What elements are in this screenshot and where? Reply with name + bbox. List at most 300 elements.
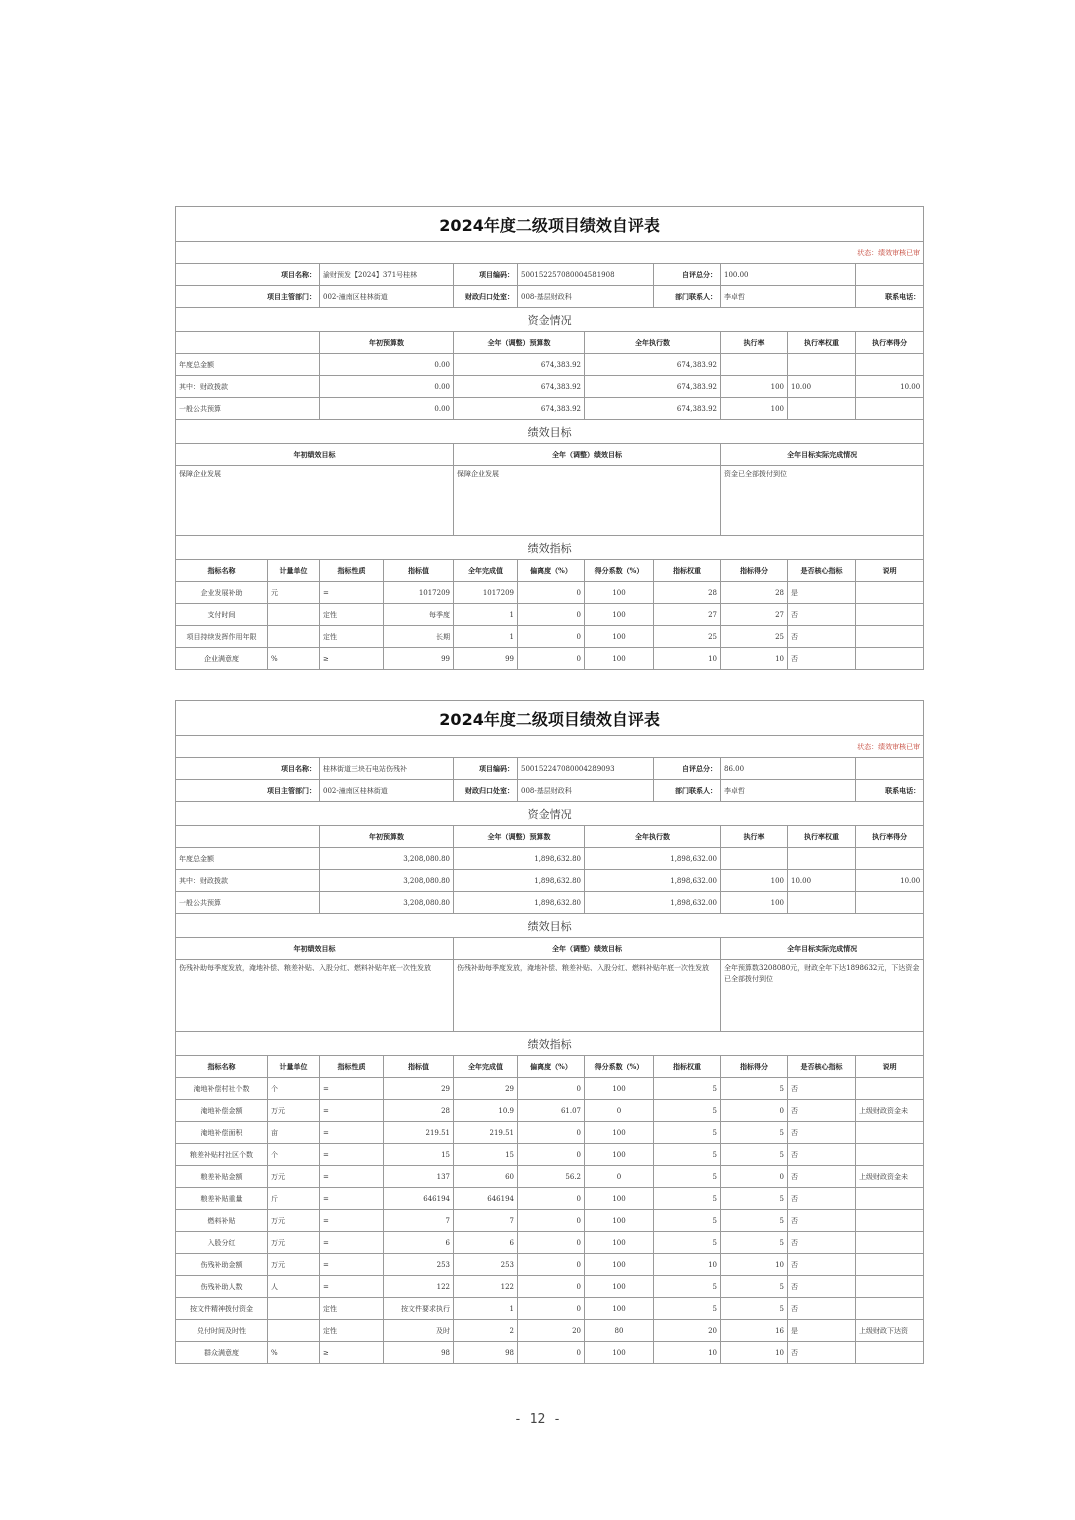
indicator-row — [176, 1122, 924, 1144]
indicator-score: 10 — [721, 1342, 788, 1364]
indicator-row — [176, 1188, 924, 1210]
indicator-nature: = — [320, 1100, 384, 1122]
indicator-weight: 28 — [654, 582, 721, 604]
indicator-coef: 100 — [585, 1254, 654, 1276]
indicator-weight: 27 — [654, 604, 721, 626]
indicator-weight: 10 — [654, 1254, 721, 1276]
funds-row-executed: 1,898,632.00 — [585, 892, 721, 914]
page-number: - 12 - — [514, 1412, 561, 1427]
funds-row-name: 一般公共预算 — [176, 398, 320, 420]
indicator-row — [176, 1254, 924, 1276]
dept-value: 002-潼南区桂林街道 — [320, 286, 454, 308]
indicators-section-title: 绩效指标 — [176, 536, 924, 560]
funds-row-adjusted: 1,898,632.80 — [454, 870, 585, 892]
indicator-score: 5 — [721, 1276, 788, 1298]
project-name-value: 渝财预发【2024】371号桂林 — [320, 264, 454, 286]
indicator-name: 项目持续发挥作用年限 — [176, 626, 268, 648]
indicator-weight: 5 — [654, 1232, 721, 1254]
indicator-target: 7 — [384, 1210, 454, 1232]
indicator-dev: 0 — [518, 604, 585, 626]
self-score-value: 100.00 — [721, 264, 856, 286]
evaluation-sheet-2 — [175, 700, 925, 1357]
indicator-name: 燃料补贴 — [176, 1210, 268, 1232]
indicator-name: 兑付时间及时性 — [176, 1320, 268, 1342]
funds-header-weight: 执行率权重 — [788, 826, 856, 848]
indicator-note — [856, 1276, 924, 1298]
indicator-nature: = — [320, 582, 384, 604]
indicator-coef: 0 — [585, 1100, 654, 1122]
indicator-row — [176, 1320, 924, 1342]
indicator-score: 10 — [721, 1254, 788, 1276]
indicator-core: 否 — [788, 1078, 856, 1100]
funds-row-score — [856, 354, 924, 376]
project-name-label: 项目名称： — [176, 758, 320, 780]
indicator-nature: = — [320, 1276, 384, 1298]
indicator-target: 646194 — [384, 1188, 454, 1210]
indicator-coef: 100 — [585, 648, 654, 670]
indicator-weight: 5 — [654, 1166, 721, 1188]
funds-row-adjusted: 674,383.92 — [454, 398, 585, 420]
indicator-header-cell: 偏离度（%） — [518, 1056, 585, 1078]
funds-row — [176, 848, 924, 870]
indicator-header-row — [176, 560, 924, 582]
funds-row-budget: 3,208,080.80 — [320, 848, 454, 870]
indicator-name: 淹地补偿金额 — [176, 1100, 268, 1122]
funds-row-weight — [788, 892, 856, 914]
indicator-score: 0 — [721, 1166, 788, 1188]
indicator-target: 28 — [384, 1100, 454, 1122]
indicator-target: 253 — [384, 1254, 454, 1276]
funds-row-score — [856, 848, 924, 870]
indicator-weight: 5 — [654, 1276, 721, 1298]
indicator-header-cell: 指标名称 — [176, 560, 268, 582]
funds-row — [176, 376, 924, 398]
finance-office-label: 财政归口处室： — [454, 780, 518, 802]
indicator-row — [176, 582, 924, 604]
indicator-score: 5 — [721, 1122, 788, 1144]
funds-row-budget: 3,208,080.80 — [320, 870, 454, 892]
indicator-weight: 5 — [654, 1122, 721, 1144]
indicator-nature: = — [320, 1210, 384, 1232]
indicator-coef: 100 — [585, 1232, 654, 1254]
goals-header-initial: 年初绩效目标 — [176, 444, 454, 466]
indicator-core: 否 — [788, 1122, 856, 1144]
funds-header-row — [176, 332, 924, 354]
goal-actual-text: 全年预算数3208080元，财政全年下达1898632元，下达资金已全部拨付到位 — [721, 960, 924, 1032]
indicator-actual: 1 — [454, 1298, 518, 1320]
indicator-coef: 100 — [585, 1276, 654, 1298]
funds-row — [176, 354, 924, 376]
contact-label: 部门联系人： — [654, 286, 721, 308]
funds-header-budget: 年初预算数 — [320, 826, 454, 848]
indicator-target: 及时 — [384, 1320, 454, 1342]
indicator-actual: 646194 — [454, 1188, 518, 1210]
indicator-score: 10 — [721, 648, 788, 670]
funds-row-rate: 100 — [721, 870, 788, 892]
indicator-unit: 万元 — [268, 1166, 320, 1188]
dept-label: 项目主管部门： — [176, 780, 320, 802]
indicator-row — [176, 1342, 924, 1364]
indicator-core: 是 — [788, 582, 856, 604]
indicator-core: 否 — [788, 1298, 856, 1320]
indicator-nature: = — [320, 1232, 384, 1254]
funds-row-name: 其中：财政拨款 — [176, 376, 320, 398]
indicator-core: 否 — [788, 648, 856, 670]
indicator-coef: 100 — [585, 1144, 654, 1166]
indicator-actual: 1 — [454, 626, 518, 648]
status-label: 状态： — [857, 248, 879, 257]
indicator-weight: 5 — [654, 1298, 721, 1320]
indicator-target: 98 — [384, 1342, 454, 1364]
funds-row-rate — [721, 354, 788, 376]
project-name-value: 桂林街道三块石电站伤残补 — [320, 758, 454, 780]
indicator-unit: 元 — [268, 582, 320, 604]
funds-row-name: 一般公共预算 — [176, 892, 320, 914]
goals-header-adjusted: 全年（调整）绩效目标 — [454, 444, 721, 466]
indicator-coef: 100 — [585, 1122, 654, 1144]
funds-header-score: 执行率得分 — [856, 826, 924, 848]
goal-adjusted-text: 保障企业发展 — [454, 466, 721, 536]
funds-row-weight: 10.00 — [788, 376, 856, 398]
status-label: 状态： — [857, 742, 879, 751]
indicator-nature: = — [320, 1144, 384, 1166]
indicator-header-cell: 全年完成值 — [454, 1056, 518, 1078]
funds-row-budget: 0.00 — [320, 398, 454, 420]
indicator-weight: 20 — [654, 1320, 721, 1342]
indicator-nature: 定性 — [320, 604, 384, 626]
status-line — [176, 242, 924, 264]
indicator-row — [176, 1166, 924, 1188]
funds-row-adjusted: 674,383.92 — [454, 376, 585, 398]
project-code-label: 项目编码： — [454, 758, 518, 780]
indicator-target: 按文件要求执行 — [384, 1298, 454, 1320]
indicator-row — [176, 604, 924, 626]
indicator-note: 上级财政资金未 — [856, 1100, 924, 1122]
indicator-name: 入股分红 — [176, 1232, 268, 1254]
indicator-name: 群众满意度 — [176, 1342, 268, 1364]
funds-row-weight — [788, 398, 856, 420]
indicator-target: 1017209 — [384, 582, 454, 604]
funds-header-executed: 全年执行数 — [585, 826, 721, 848]
indicator-target: 122 — [384, 1276, 454, 1298]
funds-row-executed: 1,898,632.00 — [585, 870, 721, 892]
funds-row — [176, 870, 924, 892]
indicator-row — [176, 1232, 924, 1254]
indicator-nature: = — [320, 1166, 384, 1188]
indicator-score: 5 — [721, 1298, 788, 1320]
finance-office-value: 008-基层财政科 — [518, 780, 654, 802]
indicator-name: 淹地补偿面积 — [176, 1122, 268, 1144]
contact-label: 部门联系人： — [654, 780, 721, 802]
indicator-header-cell: 指标权重 — [654, 560, 721, 582]
indicator-row — [176, 648, 924, 670]
indicator-unit: 亩 — [268, 1122, 320, 1144]
indicator-score: 28 — [721, 582, 788, 604]
goal-initial-text: 保障企业发展 — [176, 466, 454, 536]
indicator-actual: 1017209 — [454, 582, 518, 604]
indicator-header-cell: 指标得分 — [721, 560, 788, 582]
indicator-note — [856, 626, 924, 648]
indicator-unit: 万元 — [268, 1254, 320, 1276]
indicator-row — [176, 1210, 924, 1232]
indicator-nature: 定性 — [320, 626, 384, 648]
funds-header-blank — [176, 826, 320, 848]
indicator-note — [856, 1144, 924, 1166]
funds-header-score: 执行率得分 — [856, 332, 924, 354]
indicator-dev: 0 — [518, 1122, 585, 1144]
funds-row-weight: 10.00 — [788, 870, 856, 892]
indicator-score: 0 — [721, 1100, 788, 1122]
indicator-weight: 5 — [654, 1188, 721, 1210]
indicator-coef: 100 — [585, 1188, 654, 1210]
indicator-note: 上级财政资金未 — [856, 1166, 924, 1188]
goals-header-actual: 全年目标实际完成情况 — [721, 938, 924, 960]
dept-label: 项目主管部门： — [176, 286, 320, 308]
indicator-target: 每季度 — [384, 604, 454, 626]
funds-row-name: 其中：财政拨款 — [176, 870, 320, 892]
indicator-coef: 0 — [585, 1166, 654, 1188]
goal-adjusted-text: 伤残补助每季度发放，淹地补偿、粮差补贴、入股分红、燃料补贴年底一次性发放 — [454, 960, 721, 1032]
indicator-name: 企业满意度 — [176, 648, 268, 670]
indicator-row — [176, 1276, 924, 1298]
evaluation-sheet-1 — [175, 206, 925, 679]
indicator-name: 淹地补偿村社个数 — [176, 1078, 268, 1100]
indicator-dev: 0 — [518, 1254, 585, 1276]
funds-header-executed: 全年执行数 — [585, 332, 721, 354]
indicator-dev: 0 — [518, 1232, 585, 1254]
indicator-target: 219.51 — [384, 1122, 454, 1144]
indicator-nature: 定性 — [320, 1298, 384, 1320]
indicator-header-cell: 是否核心指标 — [788, 1056, 856, 1078]
self-score-value: 86.00 — [721, 758, 856, 780]
indicator-row — [176, 626, 924, 648]
indicator-dev: 0 — [518, 1078, 585, 1100]
indicator-header-cell: 得分系数（%） — [585, 1056, 654, 1078]
funds-row — [176, 892, 924, 914]
indicator-header-cell: 计量单位 — [268, 1056, 320, 1078]
indicator-name: 粮差补贴金额 — [176, 1166, 268, 1188]
status-value: 绩效审核已审 — [878, 248, 921, 257]
indicator-actual: 98 — [454, 1342, 518, 1364]
project-name-label: 项目名称： — [176, 264, 320, 286]
indicator-name: 企业发展补助 — [176, 582, 268, 604]
indicator-nature: = — [320, 1188, 384, 1210]
indicator-header-cell: 指标性质 — [320, 1056, 384, 1078]
indicator-note — [856, 1122, 924, 1144]
indicator-unit: 个 — [268, 1144, 320, 1166]
indicator-row — [176, 1298, 924, 1320]
indicators-section-title: 绩效指标 — [176, 1032, 924, 1056]
indicator-note — [856, 648, 924, 670]
funds-header-row — [176, 826, 924, 848]
indicator-weight: 5 — [654, 1144, 721, 1166]
self-score-label: 自评总分： — [654, 264, 721, 286]
indicator-target: 137 — [384, 1166, 454, 1188]
indicator-note — [856, 1210, 924, 1232]
funds-row-budget: 0.00 — [320, 354, 454, 376]
funds-row-rate — [721, 848, 788, 870]
indicator-unit: % — [268, 1342, 320, 1364]
indicator-actual: 1 — [454, 604, 518, 626]
indicator-nature: = — [320, 1122, 384, 1144]
indicator-header-cell: 指标权重 — [654, 1056, 721, 1078]
indicator-score: 25 — [721, 626, 788, 648]
indicator-unit — [268, 1298, 320, 1320]
indicator-header-cell: 全年完成值 — [454, 560, 518, 582]
funds-row-weight — [788, 354, 856, 376]
indicator-score: 5 — [721, 1210, 788, 1232]
indicator-score: 5 — [721, 1144, 788, 1166]
indicator-actual: 122 — [454, 1276, 518, 1298]
indicator-coef: 100 — [585, 1342, 654, 1364]
project-code-value: 500152257080004581908 — [518, 264, 654, 286]
funds-header-weight: 执行率权重 — [788, 332, 856, 354]
indicator-actual: 7 — [454, 1210, 518, 1232]
funds-section-title: 资金情况 — [176, 802, 924, 826]
indicator-nature: = — [320, 1078, 384, 1100]
indicator-unit — [268, 626, 320, 648]
indicator-name: 粮差补贴村社区个数 — [176, 1144, 268, 1166]
funds-section-title: 资金情况 — [176, 308, 924, 332]
indicator-coef: 100 — [585, 1078, 654, 1100]
indicator-unit — [268, 604, 320, 626]
indicator-header-cell: 说明 — [856, 560, 924, 582]
indicator-coef: 100 — [585, 582, 654, 604]
funds-row-score — [856, 892, 924, 914]
goals-header-adjusted: 全年（调整）绩效目标 — [454, 938, 721, 960]
indicator-header-cell: 是否核心指标 — [788, 560, 856, 582]
indicator-actual: 60 — [454, 1166, 518, 1188]
indicator-dev: 0 — [518, 1342, 585, 1364]
indicator-core: 否 — [788, 1210, 856, 1232]
indicator-coef: 100 — [585, 626, 654, 648]
indicator-unit: 万元 — [268, 1210, 320, 1232]
indicator-core: 是 — [788, 1320, 856, 1342]
goals-section-title: 绩效目标 — [176, 420, 924, 444]
indicator-dev: 0 — [518, 1276, 585, 1298]
funds-header-budget: 年初预算数 — [320, 332, 454, 354]
indicator-core: 否 — [788, 1232, 856, 1254]
funds-row-adjusted: 1,898,632.80 — [454, 848, 585, 870]
sheet-title: 2024年度二级项目绩效自评表 — [176, 701, 924, 736]
evaluation-table — [175, 206, 924, 670]
indicator-actual: 29 — [454, 1078, 518, 1100]
project-code-value: 500152247080004289093 — [518, 758, 654, 780]
indicator-dev: 56.2 — [518, 1166, 585, 1188]
goal-initial-text: 伤残补助每季度发放，淹地补偿、粮差补贴、入股分红、燃料补贴年底一次性发放 — [176, 960, 454, 1032]
indicator-dev: 0 — [518, 1298, 585, 1320]
indicator-core: 否 — [788, 1188, 856, 1210]
funds-row-adjusted: 1,898,632.80 — [454, 892, 585, 914]
indicator-target: 15 — [384, 1144, 454, 1166]
empty-cell — [856, 758, 924, 780]
indicator-header-cell: 指标性质 — [320, 560, 384, 582]
phone-label: 联系电话： — [856, 780, 924, 802]
indicator-nature: ≥ — [320, 1342, 384, 1364]
indicator-coef: 100 — [585, 1210, 654, 1232]
empty-cell — [856, 264, 924, 286]
indicator-core: 否 — [788, 1144, 856, 1166]
evaluation-table — [175, 700, 924, 1364]
finance-office-value: 008-基层财政科 — [518, 286, 654, 308]
indicator-name: 伤残补助人数 — [176, 1276, 268, 1298]
funds-row-rate: 100 — [721, 892, 788, 914]
indicator-nature: 定性 — [320, 1320, 384, 1342]
indicator-weight: 10 — [654, 1342, 721, 1364]
indicator-dev: 0 — [518, 582, 585, 604]
indicator-header-cell: 计量单位 — [268, 560, 320, 582]
funds-row-name: 年度总金额 — [176, 354, 320, 376]
goals-section-title: 绩效目标 — [176, 914, 924, 938]
funds-row-rate: 100 — [721, 376, 788, 398]
funds-row-budget: 3,208,080.80 — [320, 892, 454, 914]
self-score-label: 自评总分： — [654, 758, 721, 780]
indicator-note — [856, 1078, 924, 1100]
indicator-unit: 斤 — [268, 1188, 320, 1210]
indicator-name: 粮差补贴重量 — [176, 1188, 268, 1210]
funds-row-score: 10.00 — [856, 376, 924, 398]
indicator-note: 上级财政下达资 — [856, 1320, 924, 1342]
indicator-actual: 10.9 — [454, 1100, 518, 1122]
indicator-nature: = — [320, 1254, 384, 1276]
indicator-note — [856, 604, 924, 626]
funds-row-score: 10.00 — [856, 870, 924, 892]
indicator-actual: 15 — [454, 1144, 518, 1166]
funds-row-name: 年度总金额 — [176, 848, 320, 870]
indicator-dev: 20 — [518, 1320, 585, 1342]
indicator-note — [856, 582, 924, 604]
indicator-weight: 5 — [654, 1100, 721, 1122]
funds-row-score — [856, 398, 924, 420]
indicator-actual: 2 — [454, 1320, 518, 1342]
indicator-target: 29 — [384, 1078, 454, 1100]
indicator-header-cell: 得分系数（%） — [585, 560, 654, 582]
indicator-target: 长期 — [384, 626, 454, 648]
funds-row-executed: 674,383.92 — [585, 354, 721, 376]
funds-header-rate: 执行率 — [721, 826, 788, 848]
funds-header-adjusted: 全年（调整）预算数 — [454, 826, 585, 848]
goals-header-actual: 全年目标实际完成情况 — [721, 444, 924, 466]
funds-row — [176, 398, 924, 420]
indicator-header-cell: 说明 — [856, 1056, 924, 1078]
indicator-coef: 100 — [585, 1298, 654, 1320]
funds-header-blank — [176, 332, 320, 354]
indicator-dev: 0 — [518, 1144, 585, 1166]
sheet-title: 2024年度二级项目绩效自评表 — [176, 207, 924, 242]
indicator-weight: 5 — [654, 1210, 721, 1232]
funds-row-adjusted: 674,383.92 — [454, 354, 585, 376]
indicator-score: 5 — [721, 1232, 788, 1254]
indicator-score: 5 — [721, 1078, 788, 1100]
goal-actual-text: 资金已全部拨付到位 — [721, 466, 924, 536]
phone-label: 联系电话： — [856, 286, 924, 308]
indicator-weight: 25 — [654, 626, 721, 648]
indicator-target: 99 — [384, 648, 454, 670]
indicator-name: 支付时间 — [176, 604, 268, 626]
indicator-note — [856, 1298, 924, 1320]
indicator-unit: 万元 — [268, 1232, 320, 1254]
project-code-label: 项目编码： — [454, 264, 518, 286]
indicator-note — [856, 1232, 924, 1254]
status-value: 绩效审核已审 — [878, 742, 921, 751]
indicator-header-cell: 指标得分 — [721, 1056, 788, 1078]
funds-header-adjusted: 全年（调整）预算数 — [454, 332, 585, 354]
indicator-header-cell: 指标值 — [384, 560, 454, 582]
indicator-unit — [268, 1320, 320, 1342]
funds-row-budget: 0.00 — [320, 376, 454, 398]
indicator-core: 否 — [788, 1100, 856, 1122]
indicator-dev: 0 — [518, 1210, 585, 1232]
